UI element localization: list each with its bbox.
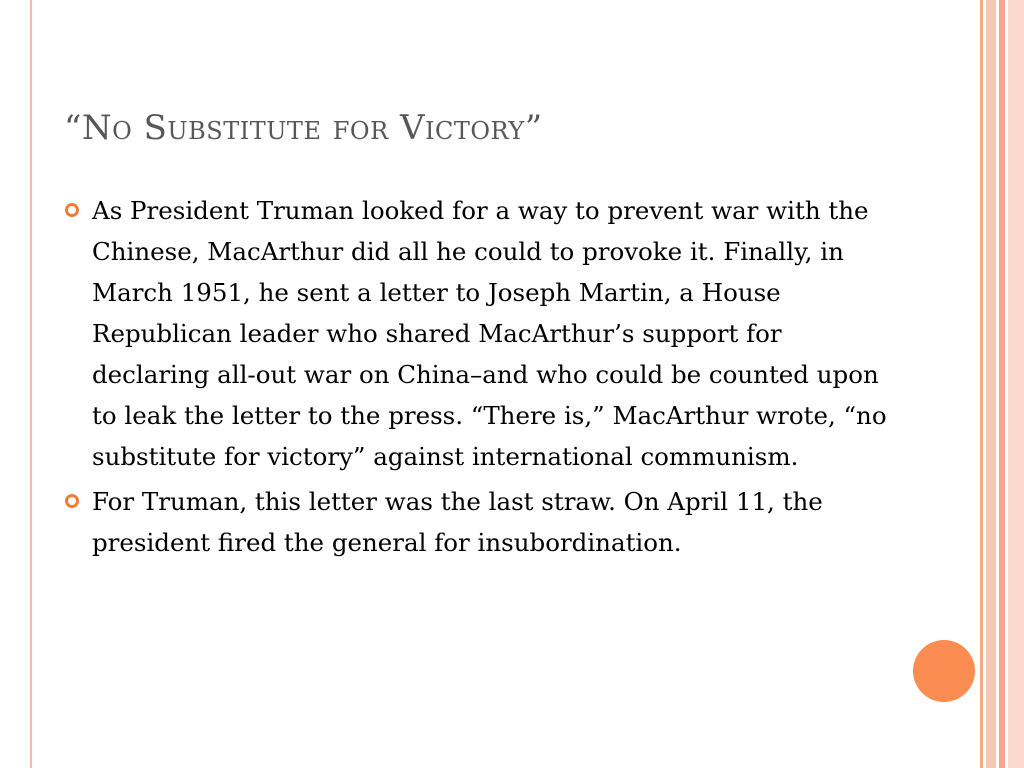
right-decorative-stripe bbox=[980, 0, 983, 768]
right-decorative-stripe bbox=[999, 0, 1005, 768]
slide-title: “No Substitute for Victory” bbox=[64, 108, 543, 148]
left-border-line bbox=[30, 0, 32, 768]
bullet-text: As President Truman looked for a way to prevent war with the Chinese, MacArthur did all he could to provoke it. Finally, in March 1951, he sent a letter to Joseph Martin, a House Republican leader who shared MacArthur’s support for declaring all-out war on China–and who could be counted upon to leak the letter to the press. “There is,” MacArthur wrote, “no substitute for victory” against international communism. bbox=[92, 196, 887, 471]
bullet-item bbox=[62, 190, 892, 477]
bullet-text: For Truman, this letter was the last straw. On April 11, the president fired the general for insubordination. bbox=[92, 487, 823, 557]
circle-bullet-icon bbox=[65, 494, 79, 508]
circle-bullet-icon bbox=[65, 203, 79, 217]
decorative-circle bbox=[913, 640, 975, 702]
right-decorative-stripe bbox=[986, 0, 996, 768]
bullet-item bbox=[62, 481, 892, 563]
bullet-list bbox=[62, 190, 892, 567]
right-decorative-stripe bbox=[1008, 0, 1024, 768]
